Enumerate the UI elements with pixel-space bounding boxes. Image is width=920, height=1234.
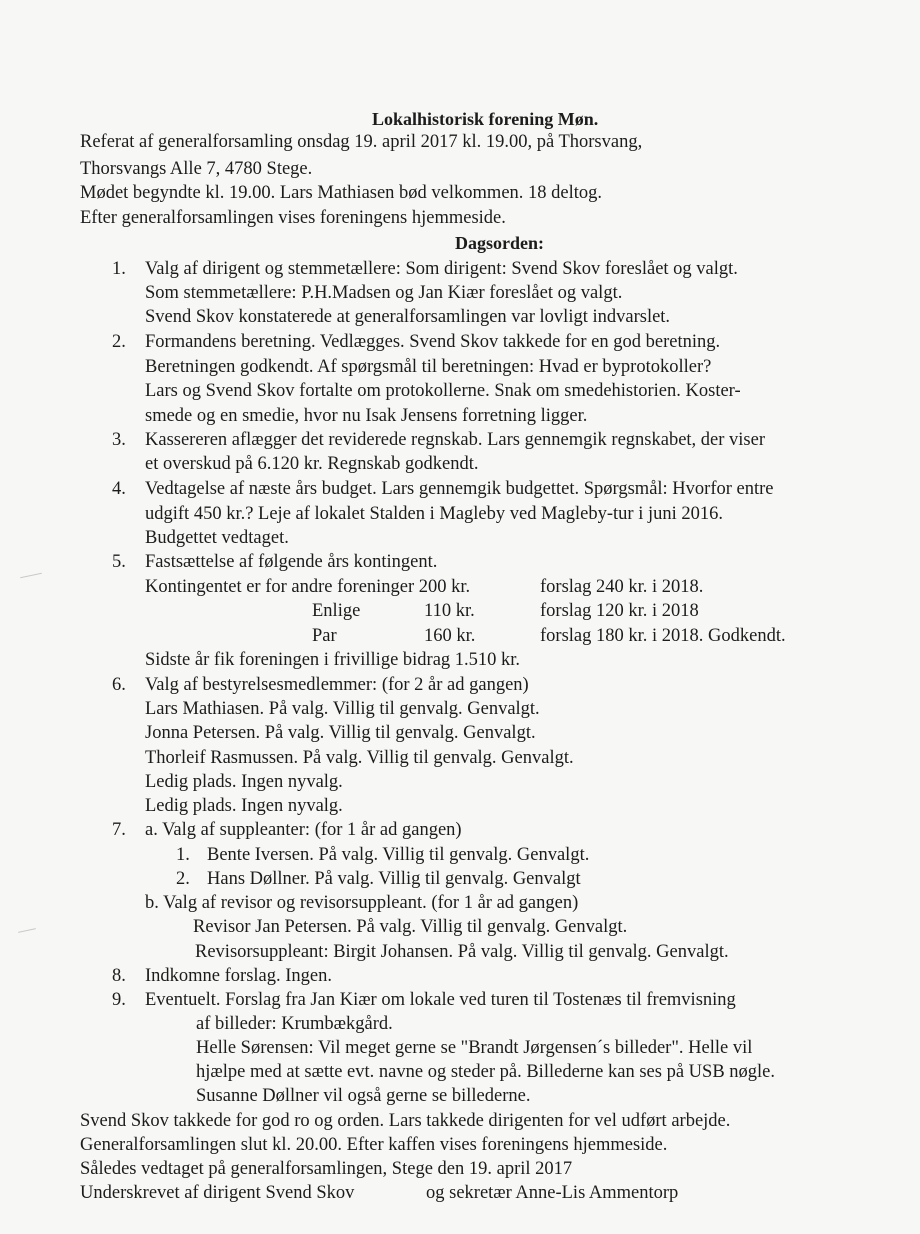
agenda-item-number: 1. — [112, 259, 126, 279]
dues-row-amount: 110 kr. — [424, 601, 475, 621]
sub-item-text: Bente Iversen. På valg. Villig til genvalg. Genvalgt. — [207, 845, 590, 865]
agenda-item-line: Som stemmetællere: P.H.Madsen og Jan Kiær foreslået og valgt. — [145, 283, 623, 303]
agenda-item-line: Lars og Svend Skov fortalte om protokollerne. Snak om smedehistorien. Koster- — [145, 381, 741, 401]
sub-item-number: 2. — [176, 869, 190, 889]
dues-row-label: Kontingentet er for andre foreninger 200 kr. — [145, 577, 471, 597]
agenda-item-number: 6. — [112, 675, 126, 695]
agenda-item-line: Lars Mathiasen. På valg. Villig til genvalg. Genvalgt. — [145, 699, 540, 719]
document-title: Lokalhistorisk forening Møn. — [372, 109, 599, 129]
agenda-item-number: 2. — [112, 332, 126, 352]
agenda-item-line: Susanne Døllner vil også gerne se billederne. — [196, 1086, 531, 1106]
signature-left: Underskrevet af dirigent Svend Skov — [80, 1183, 355, 1203]
dues-row-proposal: forslag 120 kr. i 2018 — [540, 601, 699, 621]
agenda-item-line: Valg af bestyrelsesmedlemmer: (for 2 år ad gangen) — [145, 675, 529, 695]
agenda-item-line: af billeder: Krumbækgård. — [196, 1014, 393, 1034]
agenda-item-line: smede og en smedie, hvor nu Isak Jensens forretning ligger. — [145, 406, 588, 426]
sub-heading: b. Valg af revisor og revisorsuppleant. (for 1 år ad gangen) — [145, 893, 579, 913]
closing-line: Svend Skov takkede for god ro og orden. Lars takkede dirigenten for vel udført arbejde. — [80, 1111, 731, 1131]
dues-row-proposal: forslag 180 kr. i 2018. Godkendt. — [540, 626, 786, 646]
agenda-item-line: Formandens beretning. Vedlægges. Svend Skov takkede for en god beretning. — [145, 332, 721, 352]
agenda-item-line: Budgettet vedtaget. — [145, 528, 289, 548]
agenda-item-line: Fastsættelse af følgende års kontingent. — [145, 552, 438, 572]
agenda-item-line: Ledig plads. Ingen nyvalg. — [145, 796, 343, 816]
dues-row-amount: 160 kr. — [424, 626, 476, 646]
sub-item-number: 1. — [176, 845, 190, 865]
agenda-item-line: Revisor Jan Petersen. På valg. Villig til genvalg. Genvalgt. — [193, 917, 628, 937]
agenda-item-number: 8. — [112, 966, 126, 986]
agenda-item-line: udgift 450 kr.? Leje af lokalet Stalden i Magleby ved Magleby-tur i juni 2016. — [145, 504, 723, 524]
closing-line: Generalforsamlingen slut kl. 20.00. Efter kaffen vises foreningens hjemmeside. — [80, 1135, 668, 1155]
agenda-item-line: Thorleif Rasmussen. På valg. Villig til genvalg. Genvalgt. — [145, 748, 574, 768]
intro-line: Thorsvangs Alle 7, 4780 Stege. — [80, 159, 313, 179]
agenda-item-number: 4. — [112, 479, 126, 499]
closing-line: Således vedtaget på generalforsamlingen, Stege den 19. april 2017 — [80, 1159, 573, 1179]
agenda-item-line: Eventuelt. Forslag fra Jan Kiær om lokale ved turen til Tostenæs til fremvisning — [145, 990, 736, 1010]
dues-note: Sidste år fik foreningen i frivillige bidrag 1.510 kr. — [145, 650, 521, 670]
agenda-item-line: Kassereren aflægger det reviderede regnskab. Lars gennemgik regnskabet, der viser — [145, 430, 766, 450]
agenda-item-line: Ledig plads. Ingen nyvalg. — [145, 772, 343, 792]
intro-line: Referat af generalforsamling onsdag 19. april 2017 kl. 19.00, på Thorsvang, — [80, 132, 643, 152]
agenda-item-line: Jonna Petersen. På valg. Villig til genvalg. Genvalgt. — [145, 723, 536, 743]
agenda-item-line: et overskud på 6.120 kr. Regnskab godkendt. — [145, 454, 479, 474]
agenda-item-number: 7. — [112, 820, 126, 840]
agenda-item-line: a. Valg af suppleanter: (for 1 år ad gangen) — [145, 820, 462, 840]
scan-mark — [20, 573, 42, 579]
agenda-item-number: 5. — [112, 552, 126, 572]
sub-item-text: Hans Døllner. På valg. Villig til genvalg. Genvalgt — [207, 869, 581, 889]
agenda-item-line: Helle Sørensen: Vil meget gerne se "Brandt Jørgensen´s billeder". Helle vil — [196, 1038, 753, 1058]
agenda-item-number: 3. — [112, 430, 126, 450]
agenda-item-line: Indkomne forslag. Ingen. — [145, 966, 333, 986]
agenda-heading: Dagsorden: — [455, 233, 544, 253]
intro-line: Efter generalforsamlingen vises foreningens hjemmeside. — [80, 208, 506, 228]
scan-mark — [18, 928, 36, 933]
agenda-item-line: Svend Skov konstaterede at generalforsamlingen var lovligt indvarslet. — [145, 307, 671, 327]
signature-right: og sekretær Anne-Lis Ammentorp — [426, 1183, 679, 1203]
agenda-item-line: Revisorsuppleant: Birgit Johansen. På valg. Villig til genvalg. Genvalgt. — [195, 942, 729, 962]
dues-row-label: Par — [312, 626, 337, 646]
dues-row-label: Enlige — [312, 601, 361, 621]
agenda-item-line: Beretningen godkendt. Af spørgsmål til beretningen: Hvad er byprotokoller? — [145, 357, 712, 377]
agenda-item-line: Valg af dirigent og stemmetællere: Som dirigent: Svend Skov foreslået og valgt. — [145, 259, 738, 279]
agenda-item-number: 9. — [112, 990, 126, 1010]
intro-line: Mødet begyndte kl. 19.00. Lars Mathiasen bød velkommen. 18 deltog. — [80, 183, 603, 203]
agenda-item-line: Vedtagelse af næste års budget. Lars gennemgik budgettet. Spørgsmål: Hvorfor entre — [145, 479, 774, 499]
agenda-item-line: hjælpe med at sætte evt. navne og steder på. Billederne kan ses på USB nøgle. — [196, 1062, 776, 1082]
dues-row-proposal: forslag 240 kr. i 2018. — [540, 577, 704, 597]
